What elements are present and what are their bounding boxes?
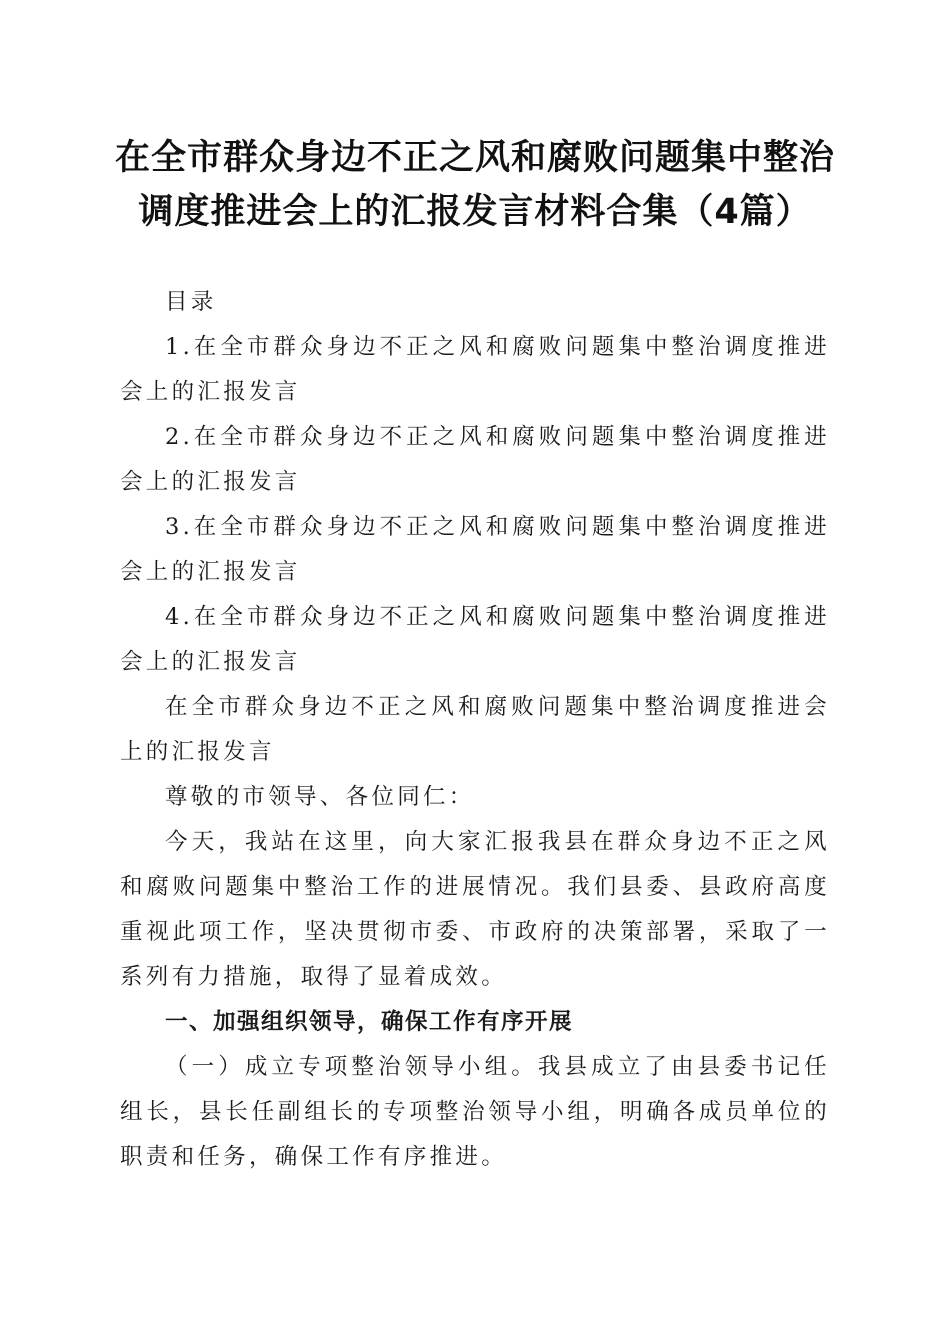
toc-item-4: 4.在全市群众身边不正之风和腐败问题集中整治调度推进会上的汇报发言 xyxy=(120,604,830,675)
document-title-line-2: 调度推进会上的汇报发言材料合集（4篇） xyxy=(138,192,812,232)
document-body xyxy=(120,280,830,1180)
subsection-text: 我县成立了由县委书记任组长，县长任副组长的专项整治领导小组，明确各成员单位的职责和任务，确保工作有序推进。 xyxy=(120,1054,830,1170)
section-1-subsection-1 xyxy=(120,1045,830,1180)
toc-item-1: 1.在全市群众身边不正之风和腐败问题集中整治调度推进会上的汇报发言 xyxy=(120,334,830,405)
salutation: 尊敬的市领导、各位同仁： xyxy=(165,784,475,810)
toc-item-3: 3.在全市群众身边不正之风和腐败问题集中整治调度推进会上的汇报发言 xyxy=(120,514,830,585)
intro-paragraph: 今天，我站在这里，向大家汇报我县在群众身边不正之风和腐败问题集中整治工作的进展情况。我们县委、县政府高度重视此项工作，坚决贯彻市委、市政府的决策部署，采取了一系列有力措施，取得了显着成效。 xyxy=(120,829,830,990)
speech-title: 在全市群众身边不正之风和腐败问题集中整治调度推进会上的汇报发言 xyxy=(120,694,830,765)
toc-heading: 目录 xyxy=(165,289,217,315)
document-title-line-1: 在全市群众身边不正之风和腐败问题集中整治 xyxy=(114,138,835,178)
subsection-label: （一）成立专项整治领导小组。 xyxy=(165,1054,538,1080)
toc-item-2: 2.在全市群众身边不正之风和腐败问题集中整治调度推进会上的汇报发言 xyxy=(120,424,830,495)
section-1-heading: 一、加强组织领导，确保工作有序开展 xyxy=(165,1009,574,1035)
